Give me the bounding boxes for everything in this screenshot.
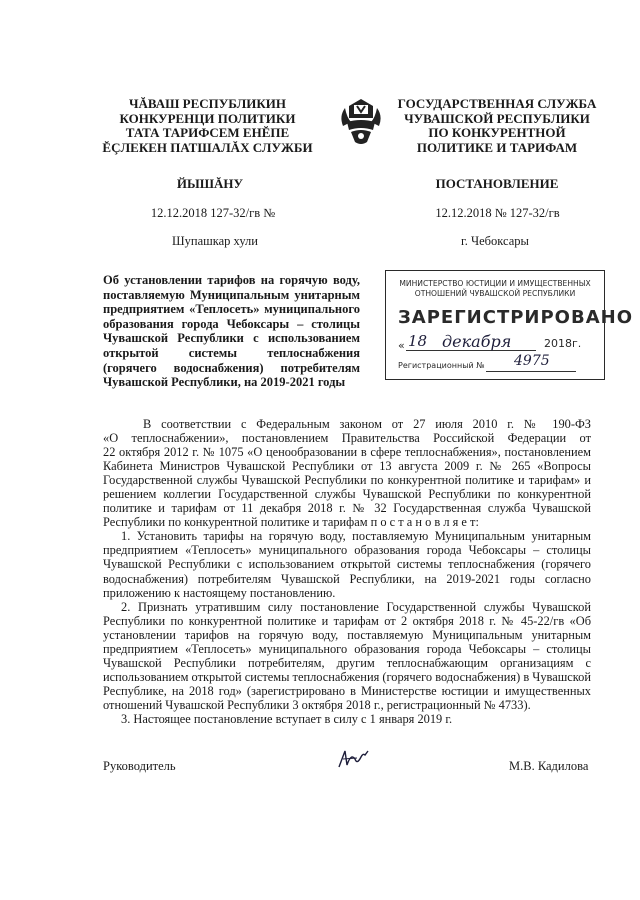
- body-line: предприятием «Теплосеть» муниципального образования города Чебоксары – столицы: [103, 543, 591, 558]
- stamp-reg-rule: [486, 371, 576, 372]
- stamp-reg-number: 4975: [514, 353, 550, 369]
- document-title: [103, 273, 360, 390]
- header-right-line: ГОСУДАРСТВЕННАЯ СЛУЖБА: [397, 96, 597, 111]
- body-line: Чувашской Республики с использованием открытой системы теплоснабжения (горячего: [103, 557, 591, 572]
- title-line: предприятием «Теплосеть» муниципального: [103, 302, 360, 317]
- body-line: использованием открытой системы теплоснабжения (горячего водоснабжения) в Чувашской: [103, 669, 591, 684]
- doc-type-chuvash: ЙЫШĂНУ: [176, 176, 244, 191]
- body-line: Республики по конкурентной политике и тарифам п о с т а н о в л я е т:: [103, 515, 479, 530]
- city-chuvash: Шупашкар хули: [172, 234, 258, 248]
- body-line: водоснабжения) потребителям Чувашской Республики, на 2019-2021 годы согласно: [103, 571, 591, 586]
- body-line: «О теплоснабжении», постановлением Правительства Российской Федерации от: [103, 431, 591, 446]
- stamp-date-open: «: [398, 339, 405, 352]
- body-line: политике и тарифам от 11 декабря 2018 г. № 32 Государственная служба Чувашской: [103, 501, 591, 516]
- title-line: открытой системы теплоснабжения: [103, 345, 360, 360]
- document-body: [103, 417, 591, 726]
- doc-type-russian: ПОСТАНОВЛЕНИЕ: [435, 176, 559, 191]
- signature-position: Руководитель: [103, 759, 176, 773]
- body-line: Республики по конкурентной политике и тарифам от 2 октября 2018 г. № 45-22/гв «Об: [103, 613, 591, 628]
- body-line: 22 октября 2012 г. № 1075 «О ценообразовании в сфере теплоснабжения», постановлением: [103, 445, 591, 460]
- stamp-status: ЗАРЕГИСТРИРОВАНО: [398, 307, 633, 328]
- body-line: установлении тарифов на горячую воду, поставляемую Муниципальным унитарным: [103, 627, 591, 642]
- header-right-line: ПО КОНКУРЕНТНОЙ: [428, 125, 566, 140]
- body-line: 3. Настоящее постановление вступает в силу с 1 января 2019 г.: [121, 711, 453, 726]
- registration-stamp: [385, 270, 633, 380]
- stamp-date-day: 18: [408, 332, 428, 350]
- coat-of-arms-emblem: [337, 96, 385, 148]
- stamp-date-year: 2018г.: [544, 337, 582, 350]
- title-line: (горячего водоснабжения) потребителям: [103, 360, 360, 375]
- body-line: отношений Чувашской Республики 3 октября 2018 г., регистрационный № 4733).: [103, 697, 531, 712]
- body-line: Государственной службы Чувашской Республики по конкурентной политике и тарифам» и: [103, 473, 591, 488]
- title-line: образования города Чебоксары – столицы: [103, 316, 360, 331]
- stamp-ministry-line: МИНИСТЕРСТВО ЮСТИЦИИ И ИМУЩЕСТВЕННЫХ: [399, 279, 591, 288]
- doc-number-russian: 12.12.2018 № 127-32/гв: [435, 206, 560, 220]
- title-line: Чувашской Республики, на 2019-2021 годы: [103, 375, 346, 390]
- body-line: 1. Установить тарифы на горячую воду, поставляемую Муниципальным унитарным: [121, 529, 591, 544]
- body-line: приложению к настоящему постановлению.: [103, 585, 336, 600]
- city-russian: г. Чебоксары: [461, 234, 529, 248]
- body-line: предприятием «Теплосеть» муниципального образования города Чебоксары – столицы: [103, 641, 591, 656]
- signature-name: М.В. Кадилова: [509, 759, 589, 773]
- title-line: поставляемую Муниципальным унитарным: [103, 287, 360, 302]
- doc-number-chuvash: 12.12.2018 127-32/гв №: [150, 206, 276, 220]
- body-line: Республике, на 2018 год» (зарегистрировано в Министерстве юстиции и имущественных: [103, 683, 591, 698]
- header-left: [95, 97, 320, 155]
- body-line: В соответствии с Федеральным законом от 27 июля 2010 г. № 190-ФЗ: [143, 417, 591, 431]
- stamp-reg-label: Регистрационный №: [398, 361, 485, 370]
- stamp-date-month: декабря: [442, 332, 512, 351]
- title-line: Об установлении тарифов на горячую воду,: [103, 273, 360, 287]
- header-left-line: ĔÇЛЕКЕН ПАТШАЛĂХ СЛУЖБИ: [102, 139, 313, 155]
- header-left-line: КОНКУРЕНЦИ ПОЛИТИКИ: [119, 110, 296, 126]
- body-line: Чувашской Республики потребителям, другим теплоснабжающим организациям с: [103, 655, 591, 670]
- handwritten-signature: [335, 745, 371, 775]
- body-line: Кабинета Министров Чувашской Республики от 13 августа 2009 г. № 265 «Вопросы: [103, 459, 591, 474]
- header-right: [392, 97, 602, 155]
- header-left-line: ЧĂВАШ РЕСПУБЛИКИН: [128, 96, 287, 111]
- title-line: Чувашской Республики с использованием: [103, 331, 360, 346]
- body-line: 2. Признать утратившим силу постановление Государственной службы Чувашской: [121, 599, 591, 614]
- header-left-line: ТАТА ТАРИФСЕМ ЕНĔПЕ: [125, 125, 290, 140]
- header-right-line: ЧУВАШСКОЙ РЕСПУБЛИКИ: [404, 110, 590, 126]
- body-line: решением коллегии Государственной службы Чувашской Республики по конкурентной: [103, 487, 591, 502]
- stamp-ministry-line: ОТНОШЕНИЙ ЧУВАШСКОЙ РЕСПУБЛИКИ: [414, 289, 576, 298]
- header-right-line: ПОЛИТИКЕ И ТАРИФАМ: [416, 139, 578, 155]
